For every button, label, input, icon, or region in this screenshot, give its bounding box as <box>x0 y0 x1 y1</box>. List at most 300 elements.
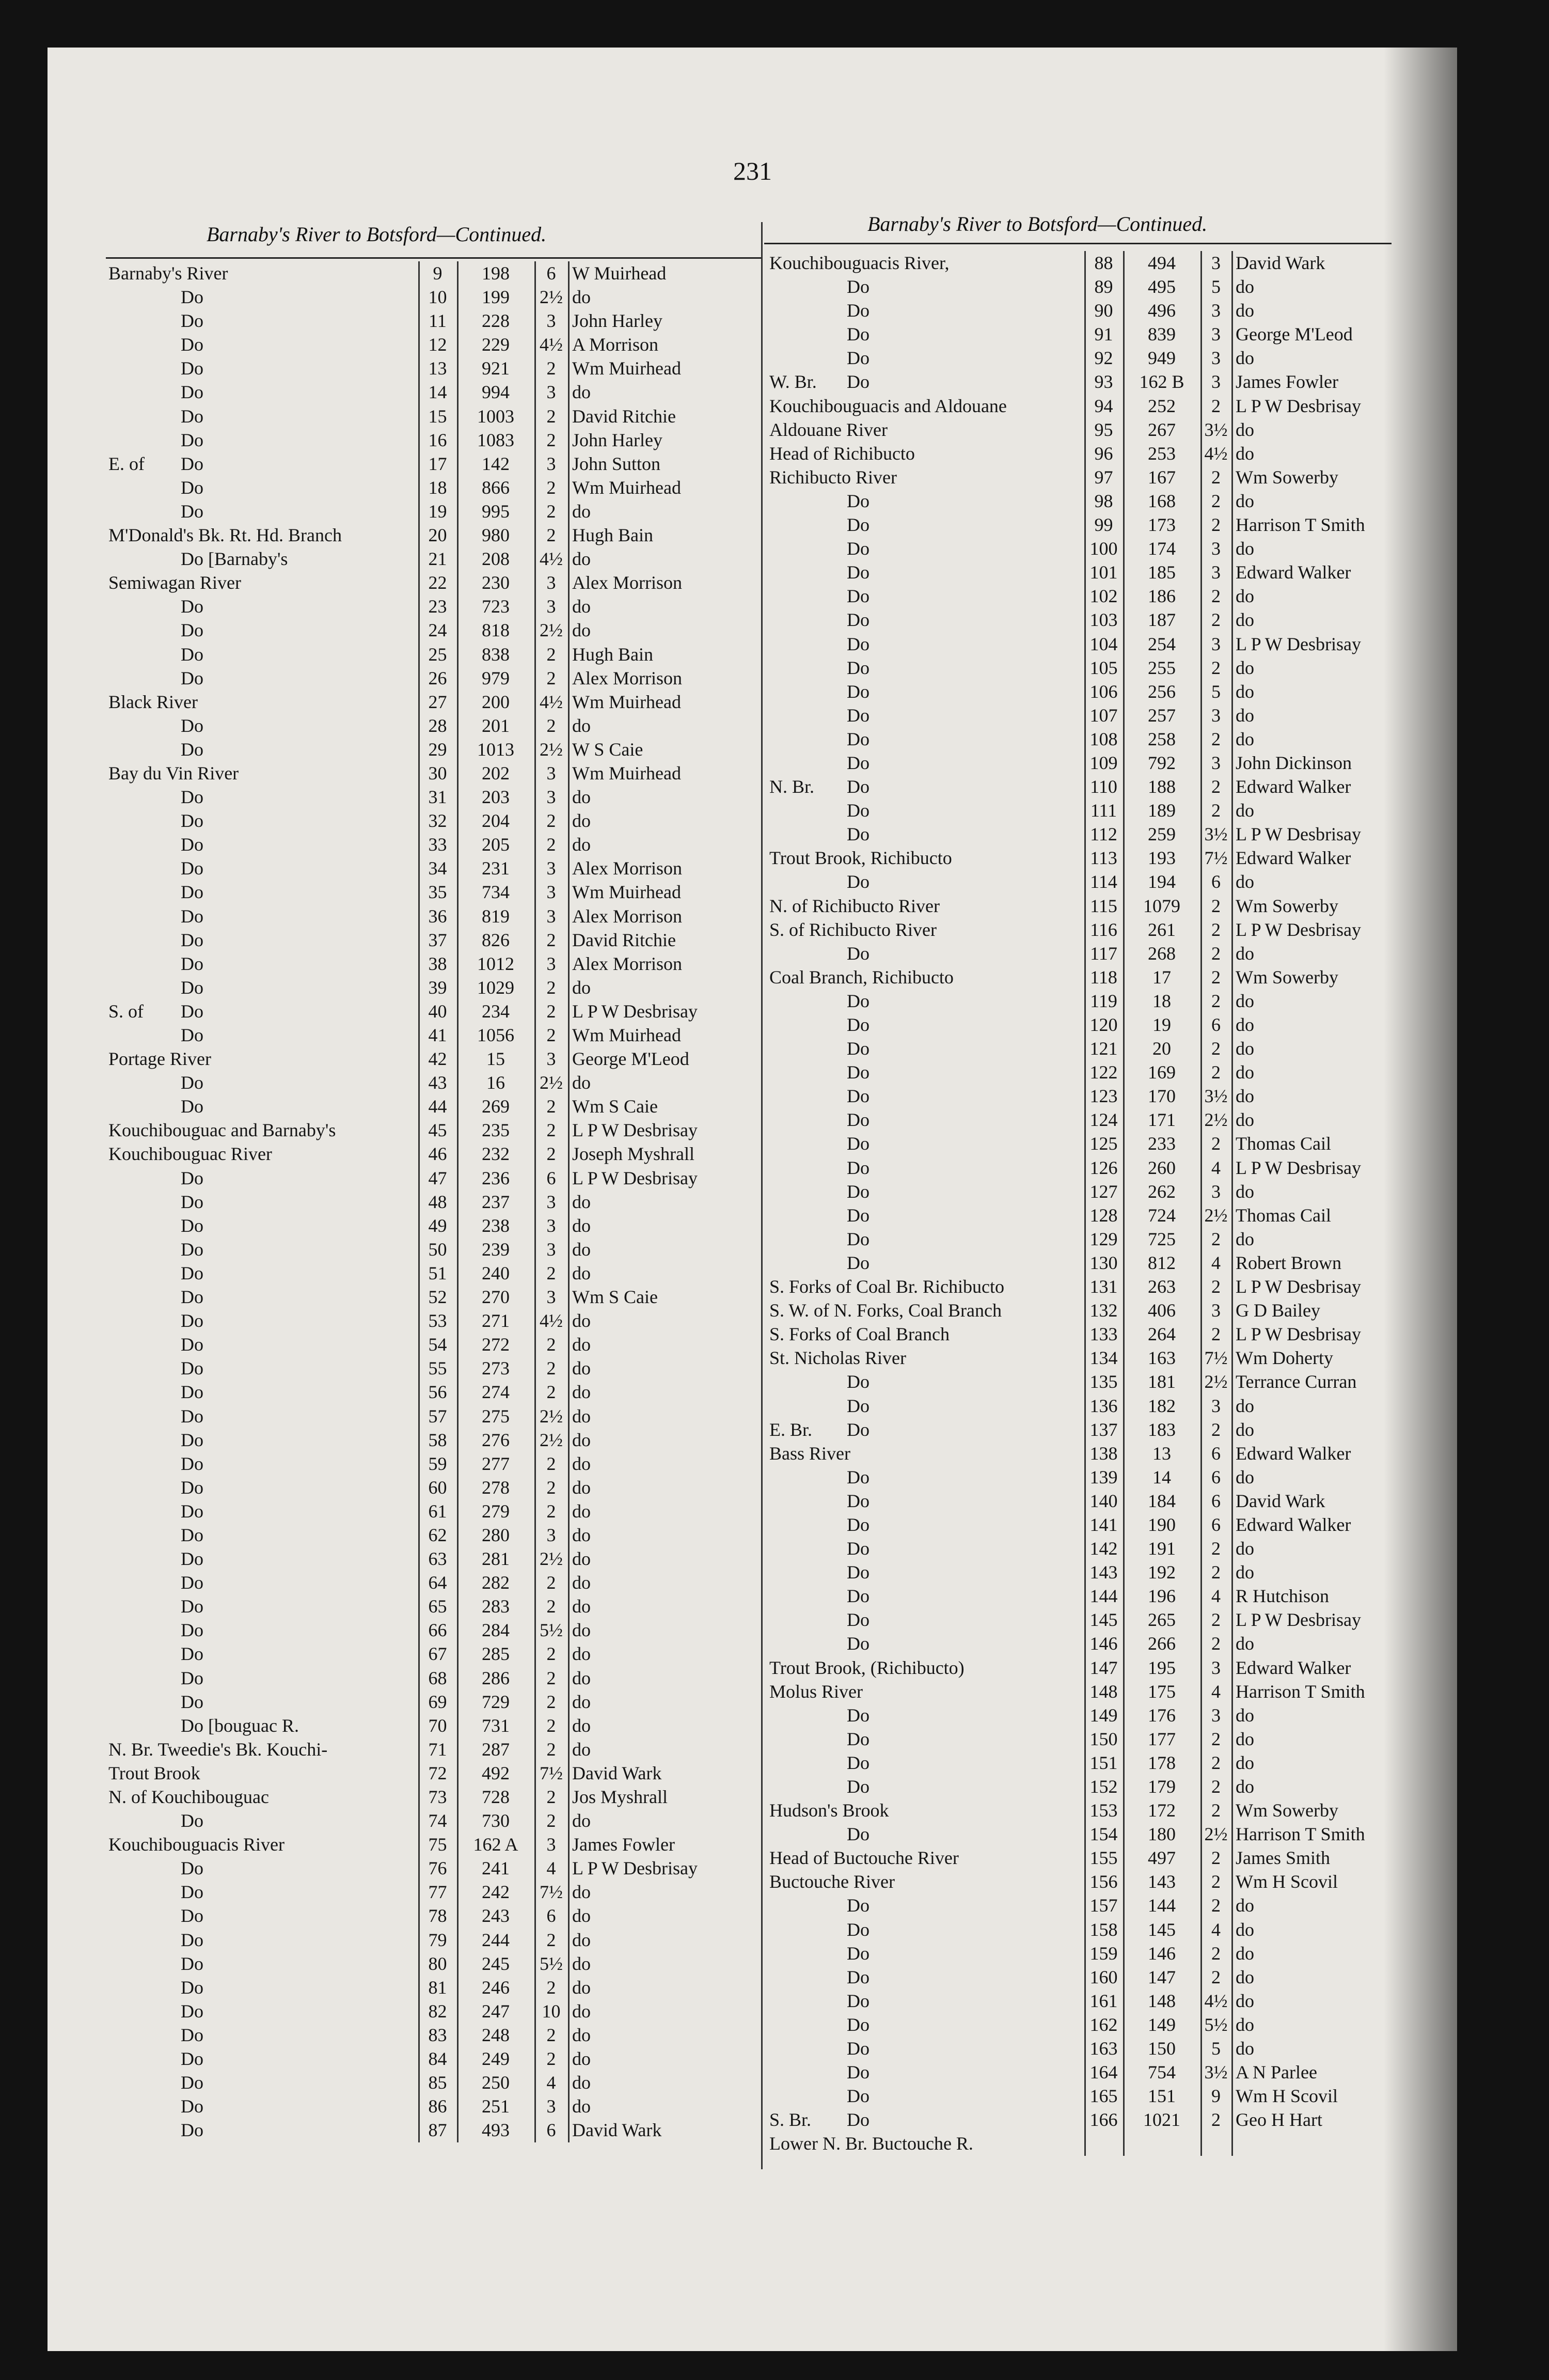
tract-number: 1056 <box>477 1025 514 1045</box>
tract-number: 285 <box>482 1643 510 1665</box>
acreage: 6 <box>546 1905 556 1927</box>
place-cell <box>769 1251 1084 1275</box>
grantee-name: John Sutton <box>572 453 661 474</box>
lot-number: 37 <box>428 929 447 950</box>
place-cell <box>769 322 1084 346</box>
place-cell <box>108 976 418 999</box>
place-name: Kouchibouguacis and Aldouane <box>769 395 1007 416</box>
lot-number: 152 <box>1089 1776 1118 1797</box>
tract-number: 14 <box>1152 1466 1171 1488</box>
grantee-name: Terrance Curran <box>1236 1371 1357 1392</box>
tract-number: 1079 <box>1143 895 1180 916</box>
place-cell <box>108 1833 418 1856</box>
place-cell <box>108 523 418 547</box>
lot-number: 77 <box>428 1882 447 1903</box>
grantee-name: L P W Desbrisay <box>1236 1276 1361 1297</box>
tract-number: 235 <box>482 1120 510 1141</box>
acreage: 3 <box>546 1524 556 1545</box>
place-name: Do <box>847 633 870 654</box>
place-cell <box>769 703 1084 727</box>
tract-number: 248 <box>482 2024 510 2045</box>
place-cell <box>769 1798 1084 1822</box>
place-cell <box>769 822 1084 846</box>
acreage: 3 <box>546 382 556 403</box>
tract-number: 1021 <box>1143 2109 1180 2131</box>
table-row <box>769 727 1365 751</box>
table-row <box>108 666 698 690</box>
lot-number: 52 <box>428 1287 447 1308</box>
table-row <box>769 1560 1365 1584</box>
lot-number: 106 <box>1089 681 1118 702</box>
acreage: 3 <box>546 2096 556 2117</box>
acreage: 4½ <box>1204 1990 1228 2011</box>
table-row <box>108 880 698 904</box>
place-name: Do <box>847 1038 870 1059</box>
lot-number: 74 <box>428 1810 447 1831</box>
table-row <box>769 1108 1365 1132</box>
lot-number: 124 <box>1089 1109 1118 1131</box>
grantee-name: Alex Morrison <box>572 667 682 688</box>
place-cell <box>108 785 418 809</box>
tract-number: 994 <box>482 382 510 403</box>
acreage: 7½ <box>1204 1348 1228 1369</box>
table-row <box>108 1904 698 1928</box>
grantee-name: do <box>572 977 591 998</box>
grantee-name: R Hutchison <box>1236 1586 1330 1607</box>
acreage: 3 <box>546 1834 556 1855</box>
table-row <box>769 608 1365 632</box>
table-row <box>108 1642 698 1666</box>
place-name: Trout Brook, (Richibucto) <box>769 1657 965 1678</box>
tract-number: 921 <box>482 358 510 379</box>
grantee-name: do <box>1236 1038 1254 1059</box>
lot-number: 102 <box>1089 586 1118 607</box>
table-row <box>108 618 698 642</box>
tract-number: 189 <box>1148 800 1176 821</box>
tract-number: 20 <box>1152 1038 1171 1059</box>
table-row <box>769 1275 1365 1298</box>
grantee-name: Hugh Bain <box>572 644 653 665</box>
acreage: 2 <box>1211 1800 1221 1821</box>
lot-number: 112 <box>1090 824 1117 845</box>
lot-number: 107 <box>1089 704 1118 726</box>
grantee-name: L P W Desbrisay <box>1236 633 1361 654</box>
place-cell <box>108 1452 418 1476</box>
acreage: 2 <box>546 1025 556 1045</box>
lot-number: 60 <box>428 1477 447 1498</box>
acreage: 4½ <box>540 334 563 355</box>
grantee-name: David Wark <box>1236 253 1325 273</box>
place-name: Do <box>847 2014 870 2035</box>
place-cell <box>769 394 1084 418</box>
table-row <box>769 1060 1365 1084</box>
acreage: 2 <box>1211 1847 1221 1869</box>
lot-number: 115 <box>1090 895 1117 916</box>
table-row <box>108 1118 698 1142</box>
grantee-name: do <box>572 1548 591 1570</box>
acreage: 2 <box>546 1500 556 1522</box>
acreage: 2½ <box>540 1429 563 1450</box>
place-cell <box>769 1370 1084 1393</box>
tract-number: 995 <box>482 500 510 522</box>
table-row <box>108 333 698 356</box>
place-name: Semiwagan River <box>108 572 241 593</box>
lot-number: 32 <box>428 810 447 832</box>
place-cell <box>769 1513 1084 1537</box>
grantee-name: Wm H Scovil <box>1236 2086 1338 2107</box>
tract-number: 268 <box>1148 943 1176 964</box>
tract-number: 279 <box>482 1500 510 1522</box>
acreage: 2 <box>546 1144 556 1165</box>
lot-number: 133 <box>1089 1324 1118 1345</box>
place-cell <box>108 1547 418 1571</box>
acreage: 2 <box>546 500 556 522</box>
lot-number: 92 <box>1094 348 1113 369</box>
place-cell <box>769 299 1084 322</box>
grantee-name: Edward Walker <box>1236 776 1351 797</box>
tract-number: 493 <box>482 2120 510 2141</box>
table-row <box>769 1656 1365 1680</box>
place-cell <box>108 904 418 928</box>
table-row <box>108 1094 698 1118</box>
table-row <box>108 738 698 761</box>
place-name: Do <box>847 2062 870 2083</box>
lot-number: 137 <box>1089 1419 1118 1440</box>
lot-number: 66 <box>428 1620 447 1641</box>
acreage: 3 <box>546 1215 556 1236</box>
lot-number: 143 <box>1089 1562 1118 1583</box>
acreage: 5 <box>1211 2038 1221 2059</box>
tract-number: 163 <box>1148 1348 1176 1369</box>
grantee-name: Wm S Caie <box>572 1096 658 1117</box>
lot-number: 96 <box>1094 443 1113 464</box>
lot-number: 73 <box>428 1787 447 1807</box>
place-cell <box>769 560 1084 584</box>
right-heading: Barnaby's River to Botsford—Continued. <box>867 212 1208 236</box>
lot-number: 34 <box>428 858 447 879</box>
acreage: 9 <box>1211 2086 1221 2107</box>
tract-number: 238 <box>482 1215 510 1236</box>
place-name: Do <box>847 776 870 797</box>
place-name: S. of Richibucto River <box>769 919 937 940</box>
grantee-name: do <box>1236 490 1254 511</box>
grantee-name: Wm Muirhead <box>572 477 681 498</box>
place-cell <box>108 1904 418 1928</box>
lot-number: 79 <box>428 1929 447 1950</box>
acreage: 2½ <box>1204 1204 1228 1226</box>
tract-number: 839 <box>1148 324 1176 345</box>
tract-number: 173 <box>1148 514 1176 536</box>
place-cell <box>108 476 418 499</box>
place-name: S. Forks of Coal Branch <box>769 1324 950 1345</box>
place-cell <box>769 1846 1084 1870</box>
place-name: Do <box>847 1752 870 1773</box>
place-name: Do <box>181 1905 203 1927</box>
table-row <box>108 1547 698 1571</box>
lot-number: 50 <box>428 1239 447 1260</box>
lot-number: 42 <box>428 1048 447 1070</box>
place-cell <box>769 1751 1084 1775</box>
lot-number: 46 <box>428 1144 447 1165</box>
tract-number: 724 <box>1148 1204 1176 1226</box>
acreage: 2 <box>1211 943 1221 964</box>
lot-number: 126 <box>1089 1157 1118 1178</box>
place-name: Do <box>181 1953 203 1974</box>
table-row <box>769 1037 1365 1060</box>
table-row <box>108 2071 698 2094</box>
place-cell <box>769 965 1084 989</box>
table-row <box>108 1809 698 1833</box>
table-row <box>769 322 1365 346</box>
tract-number: 262 <box>1148 1181 1176 1202</box>
lot-number: 148 <box>1089 1681 1118 1702</box>
table-row <box>108 452 698 476</box>
place-cell <box>769 2132 1084 2155</box>
place-name: Aldouane River <box>769 419 888 440</box>
place-name: Do <box>181 596 203 617</box>
tract-number: 203 <box>482 787 510 808</box>
acreage: 2 <box>546 477 556 498</box>
place-name: Bass River <box>769 1443 850 1464</box>
table-row <box>769 1989 1365 2013</box>
grantee-name: James Smith <box>1236 1847 1331 1869</box>
acreage: 6 <box>1211 1466 1221 1488</box>
place-name: Do <box>847 1514 870 1535</box>
lot-number: 75 <box>428 1834 447 1855</box>
acreage: 2 <box>1211 514 1221 536</box>
tract-number: 162 B <box>1139 371 1184 393</box>
place-cell <box>108 285 418 309</box>
acreage: 6 <box>546 1167 556 1188</box>
grantee-name: Robert Brown <box>1236 1252 1341 1273</box>
place-name: Do <box>181 905 203 927</box>
lot-number: 166 <box>1089 2109 1118 2131</box>
place-cell <box>769 1918 1084 1941</box>
place-name: Do <box>847 538 870 559</box>
place-cell <box>108 1238 418 1261</box>
place-name: Do <box>847 586 870 607</box>
lot-number: 114 <box>1090 871 1117 892</box>
table-row <box>769 1013 1365 1037</box>
place-cell <box>108 428 418 452</box>
place-cell <box>769 1442 1084 1465</box>
place-name: Do <box>847 1586 870 1607</box>
lot-number: 71 <box>428 1739 447 1760</box>
table-row <box>108 1428 698 1452</box>
table-row <box>769 1751 1365 1775</box>
tract-number: 180 <box>1148 1824 1176 1845</box>
grantee-name: Jos Myshrall <box>572 1787 668 1807</box>
acreage: 4 <box>546 2072 556 2093</box>
place-cell <box>108 666 418 690</box>
place-cell <box>769 1418 1084 1442</box>
acreage: 4½ <box>1204 443 1228 464</box>
lot-number: 108 <box>1089 728 1118 749</box>
table-row <box>769 1965 1365 1989</box>
place-name: Do <box>181 1691 203 1712</box>
tract-number: 263 <box>1148 1276 1176 1297</box>
acreage: 3 <box>1211 300 1221 321</box>
place-name: Do <box>847 1062 870 1083</box>
table-row <box>108 1071 698 1094</box>
acreage: 2½ <box>540 1072 563 1093</box>
acreage: 2 <box>1211 1538 1221 1559</box>
acreage: 2 <box>1211 1228 1221 1249</box>
place-name: Do <box>181 477 203 498</box>
tract-number: 18 <box>1152 990 1171 1011</box>
table-row <box>108 547 698 571</box>
acreage: 2 <box>546 358 556 379</box>
lot-number: 116 <box>1090 919 1117 940</box>
place-name: Do <box>181 1548 203 1570</box>
place-name: Do <box>181 382 203 403</box>
place-name: Bay du Vin River <box>108 762 239 784</box>
place-cell <box>769 1941 1084 1965</box>
table-row <box>108 1047 698 1071</box>
grantee-name: do <box>1236 1562 1254 1583</box>
grantee-name: Edward Walker <box>1236 1514 1351 1535</box>
lot-number: 26 <box>428 667 447 688</box>
lot-number: 151 <box>1089 1752 1118 1773</box>
place-name: Do <box>181 1810 203 1831</box>
table-row <box>769 465 1365 489</box>
lot-number: 35 <box>428 882 447 903</box>
lot-number: 65 <box>428 1596 447 1617</box>
place-name: Trout Brook <box>108 1762 200 1783</box>
lot-number: 139 <box>1089 1466 1118 1488</box>
lot-number: 17 <box>428 453 447 474</box>
tract-number: 181 <box>1148 1371 1176 1392</box>
lot-number: 45 <box>428 1120 447 1141</box>
place-cell <box>769 1584 1084 1608</box>
place-name: Do <box>847 1538 870 1559</box>
grantee-name: do <box>572 1953 591 1974</box>
lot-number: 87 <box>428 2120 447 2141</box>
acreage: 6 <box>546 2120 556 2141</box>
place-cell <box>108 1285 418 1309</box>
grantee-name: Wm Sowerby <box>1236 895 1338 916</box>
place-name: Do <box>847 1371 870 1392</box>
tract-number: 146 <box>1148 1943 1176 1964</box>
place-name: Do <box>181 929 203 950</box>
table-row <box>769 1180 1365 1203</box>
tract-number: 191 <box>1148 1538 1176 1559</box>
table-row <box>108 571 698 594</box>
place-cell <box>108 809 418 833</box>
tract-number: 208 <box>482 549 510 570</box>
tract-number: 230 <box>482 572 510 593</box>
tract-number: 188 <box>1148 776 1176 797</box>
table-row <box>108 1261 698 1285</box>
lot-number: 30 <box>428 762 447 784</box>
place-name: Do <box>181 1572 203 1593</box>
grantee-name: do <box>1236 419 1254 440</box>
lot-number: 165 <box>1089 2086 1118 2107</box>
table-row <box>108 476 698 499</box>
tract-number: 186 <box>1148 586 1176 607</box>
table-row <box>769 275 1365 299</box>
acreage: 2 <box>1211 728 1221 749</box>
lot-number: 164 <box>1089 2062 1118 2083</box>
table-row <box>769 1893 1365 1917</box>
table-row <box>769 1775 1365 1798</box>
place-cell <box>769 275 1084 299</box>
acreage: 3 <box>1211 1395 1221 1416</box>
grantee-name: L P W Desbrisay <box>572 1120 698 1141</box>
table-row <box>108 1333 698 1356</box>
acreage: 2 <box>1211 1871 1221 1892</box>
place-cell <box>108 1309 418 1333</box>
place-name: Buctouche River <box>769 1871 895 1892</box>
acreage: 2 <box>546 1382 556 1403</box>
place-name: Trout Brook, Richibucto <box>769 848 952 869</box>
grantee-name: Edward Walker <box>1236 1657 1351 1678</box>
table-row <box>769 560 1365 584</box>
place-name: Do <box>181 1453 203 1474</box>
acreage: 2½ <box>540 739 563 760</box>
table-row <box>769 2013 1365 2037</box>
place-cell <box>769 1893 1084 1917</box>
acreage: 3 <box>1211 752 1221 773</box>
tract-number: 198 <box>482 263 510 284</box>
place-cell <box>769 1084 1084 1108</box>
place-name: Kouchibouguacis River <box>108 1834 284 1855</box>
table-row <box>769 1584 1365 1608</box>
grantee-name: do <box>1236 1943 1254 1964</box>
place-cell <box>769 1156 1084 1180</box>
tract-number: 185 <box>1148 562 1176 583</box>
grantee-name: Alex Morrison <box>572 953 682 974</box>
grantee-name: Edward Walker <box>1236 848 1351 869</box>
center-divider <box>761 222 763 2169</box>
tract-number: 194 <box>1148 871 1176 892</box>
table-row <box>108 1499 698 1523</box>
acreage <box>1200 2132 1231 2155</box>
lot-number: 146 <box>1089 1633 1118 1654</box>
place-cell <box>108 1618 418 1642</box>
lot-number: 86 <box>428 2096 447 2117</box>
place-cell <box>108 618 418 642</box>
tract-number: 205 <box>482 834 510 855</box>
acreage: 2 <box>1211 1133 1221 1154</box>
tract-number: 183 <box>1148 1419 1176 1440</box>
place-name: Do <box>181 1239 203 1260</box>
lot-number: 48 <box>428 1191 447 1212</box>
acreage: 2 <box>546 1358 556 1379</box>
place-cell <box>769 846 1084 870</box>
place-cell <box>108 1785 418 1809</box>
grantee-name: L P W Desbrisay <box>1236 1324 1361 1345</box>
tract-number: 792 <box>1148 752 1176 773</box>
acreage: 2 <box>1211 800 1221 821</box>
acreage: 3 <box>1211 1704 1221 1726</box>
column-rule <box>1231 251 1233 2156</box>
lot-number: 129 <box>1089 1228 1118 1249</box>
place-cell <box>769 751 1084 775</box>
place-name: Do <box>181 620 203 641</box>
place-cell <box>769 442 1084 465</box>
acreage: 7½ <box>1204 848 1228 869</box>
lot-number: 120 <box>1089 1014 1118 1035</box>
acreage: 2 <box>546 715 556 736</box>
acreage: 2 <box>546 977 556 998</box>
left-table <box>108 261 698 2142</box>
table-row <box>108 1833 698 1856</box>
right-heading-rule <box>764 243 1392 244</box>
tract-number: 242 <box>482 1882 510 1903</box>
tract-number: 148 <box>1148 1990 1176 2011</box>
place-cell <box>769 346 1084 370</box>
